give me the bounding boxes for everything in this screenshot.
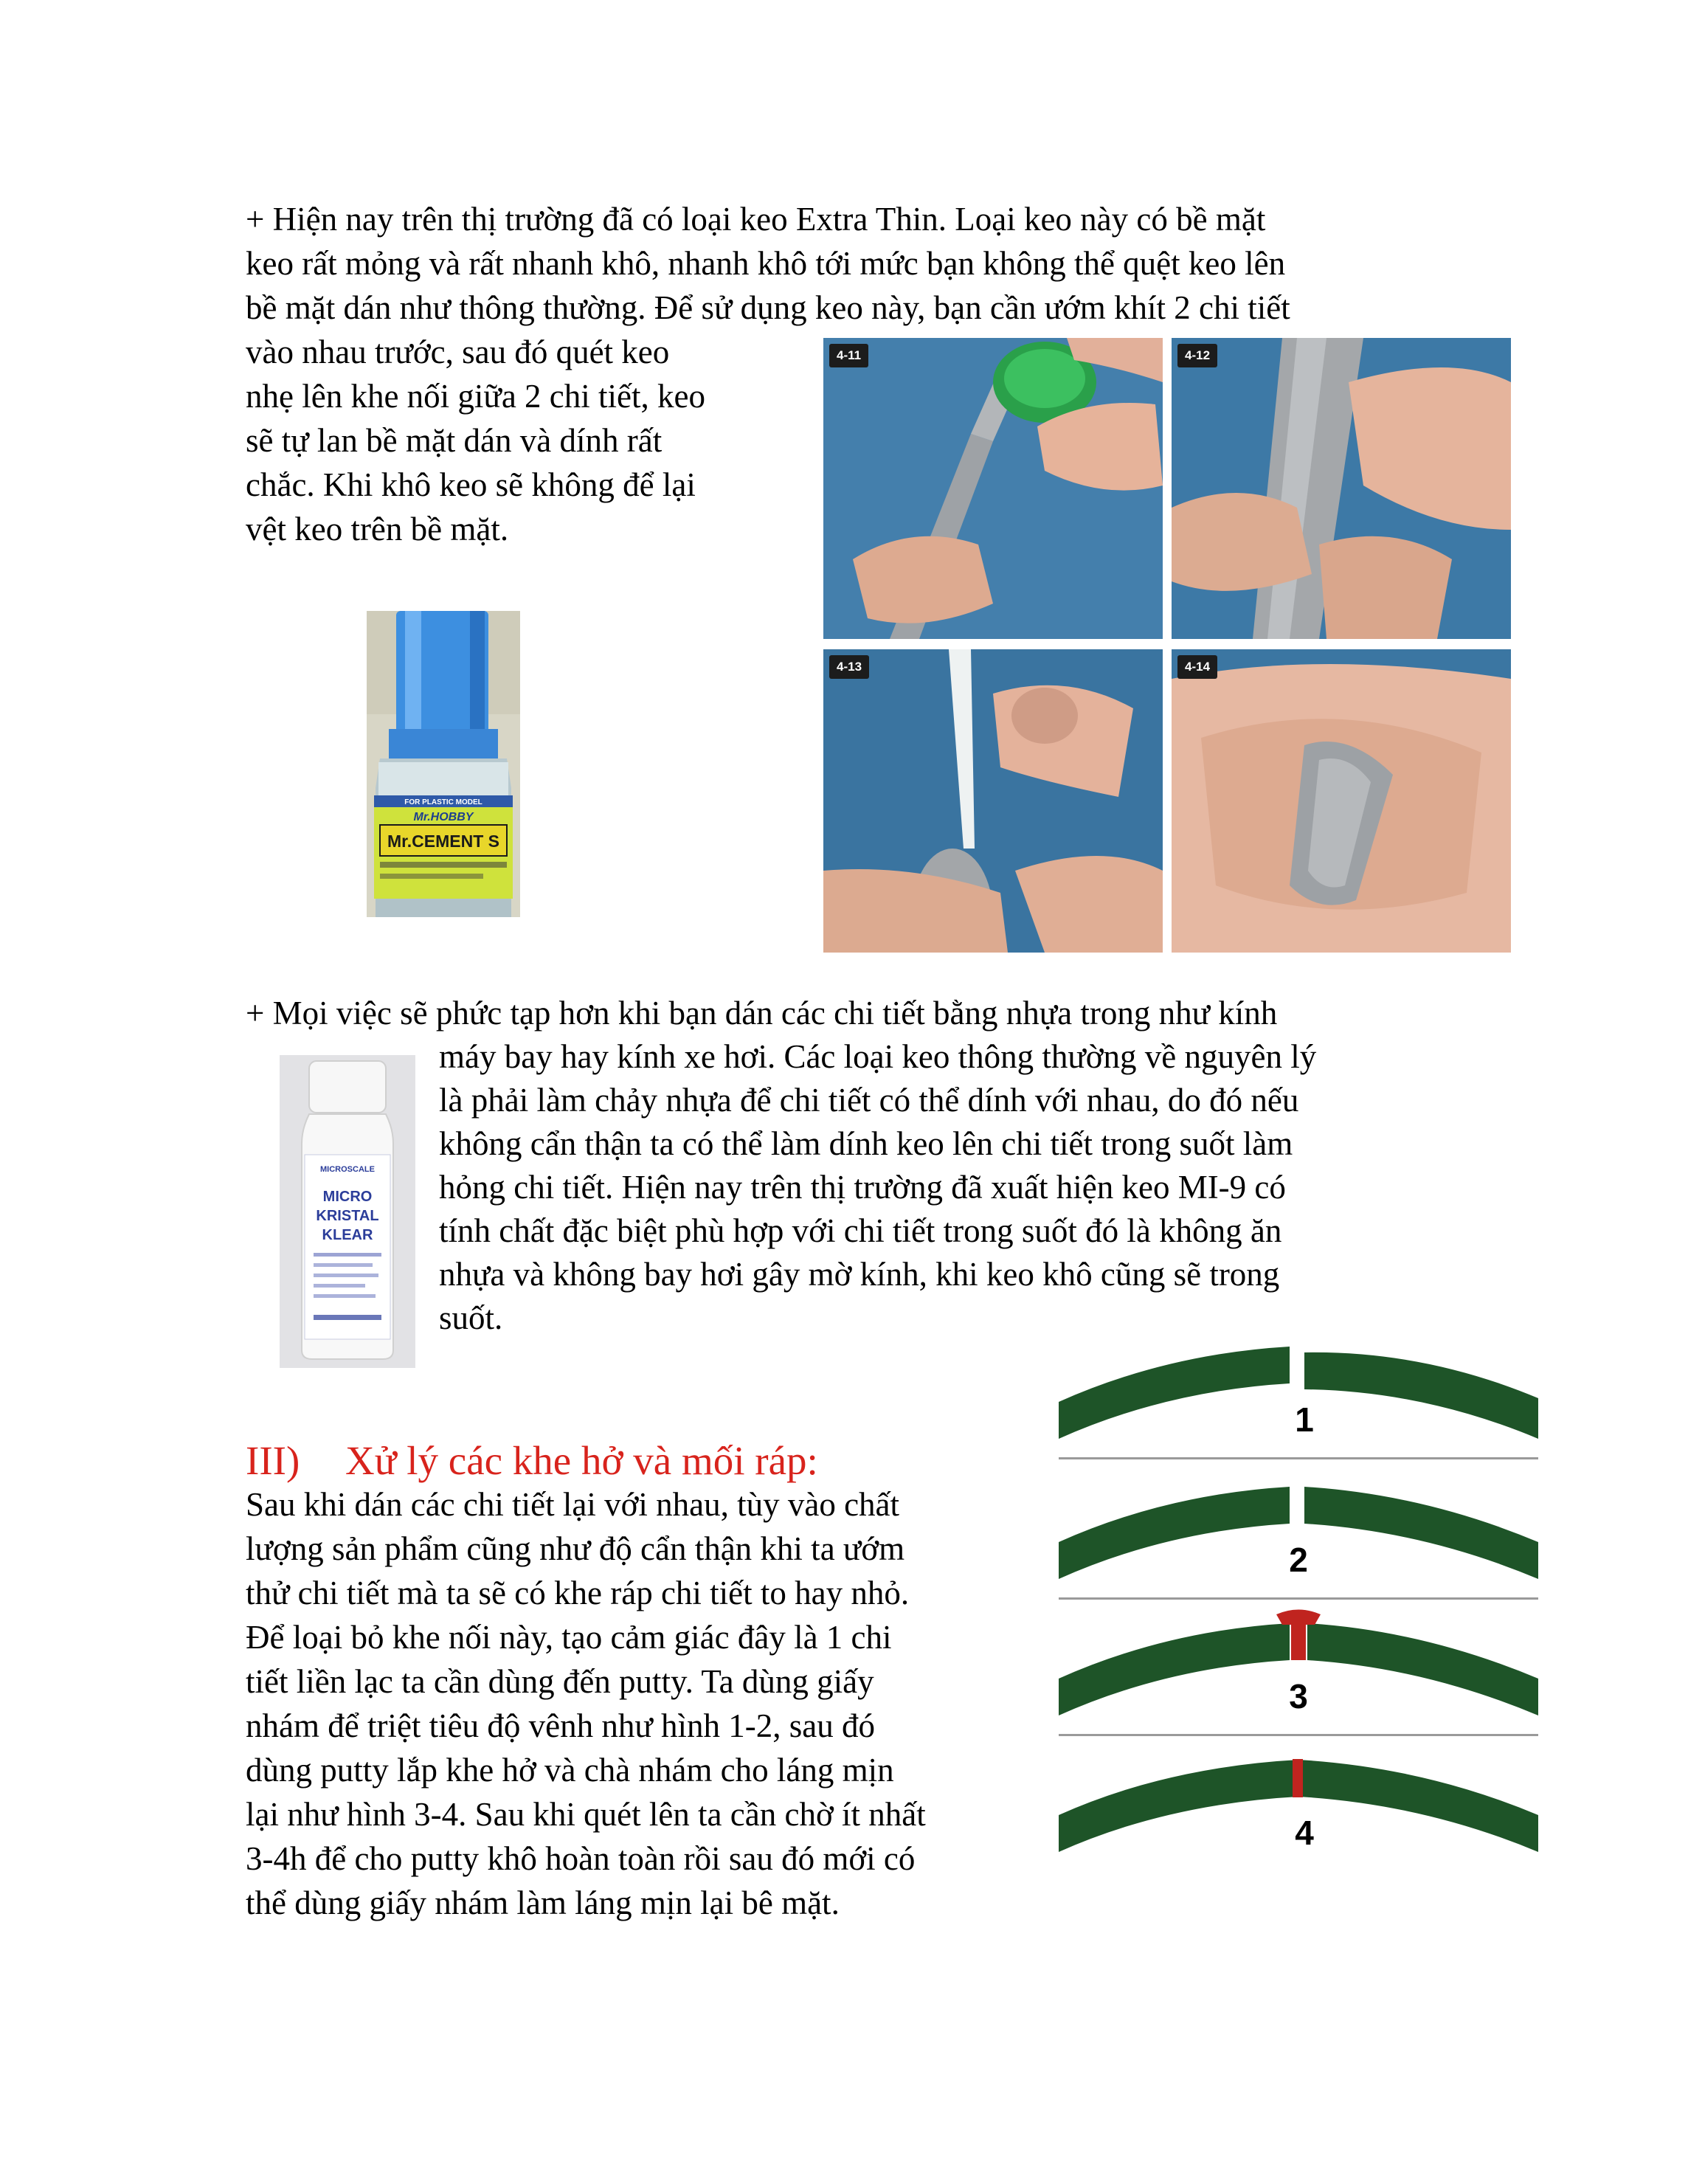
- diagram-label-1: 1: [1295, 1400, 1314, 1439]
- para2-line-2: máy bay hay kính xe hơi. Các loại keo thông thường về nguyên lý: [439, 1038, 1317, 1075]
- diagram-label-3: 3: [1289, 1677, 1308, 1715]
- section-title: Xử lý các khe hở và mối ráp:: [345, 1438, 818, 1483]
- klear-label-top: MICROSCALE: [320, 1165, 375, 1174]
- diagram-step-4: [1059, 1759, 1538, 1852]
- section-line-6: nhám để triệt tiêu độ vênh như hình 1-2, sau đó: [246, 1707, 875, 1744]
- diagram-step-3: [1059, 1610, 1538, 1737]
- photo-frame-4-13: [823, 649, 1163, 953]
- para2-line-4: không cẩn thận ta có thể làm dính keo lên chi tiết trong suốt làm: [439, 1125, 1293, 1162]
- para2-line-7: nhựa và không bay hơi gây mờ kính, khi keo khô cũng sẽ trong: [439, 1256, 1280, 1293]
- section-number: III): [246, 1438, 300, 1483]
- diagram-label-4: 4: [1295, 1814, 1314, 1852]
- section-line-3: thử chi tiết mà ta sẽ có khe ráp chi tiết to hay nhỏ.: [246, 1575, 910, 1611]
- section-line-9: 3-4h để cho putty khô hoàn toàn rồi sau đó mới có: [246, 1840, 916, 1877]
- photo-frame-4-14: [1172, 649, 1511, 953]
- klear-label-line-3: KLEAR: [322, 1227, 373, 1243]
- section-line-7: dùng putty lắp khe hở và chà nhám cho láng mịn: [246, 1752, 894, 1789]
- photo-label-4-13: 4-13: [829, 655, 869, 679]
- diagram-step-2: [1059, 1487, 1538, 1600]
- para2-line-3: là phải làm chảy nhựa để chi tiết có thể dính với nhau, do đó nếu: [439, 1082, 1299, 1119]
- diagram-label-2: 2: [1289, 1541, 1308, 1579]
- para1-line-6: sẽ tự lan bề mặt dán và dính rất: [246, 422, 663, 459]
- para1-line-5: nhẹ lên khe nối giữa 2 chi tiết, keo: [246, 378, 705, 415]
- para1-line-7: chắc. Khi khô keo sẽ không để lại: [246, 466, 696, 503]
- para2-line-8: suốt.: [439, 1299, 503, 1336]
- seam-diagram: [1055, 1328, 1542, 1867]
- diagram-step-1: [1059, 1347, 1538, 1459]
- para1-line-2: keo rất mỏng và rất nhanh khô, nhanh khô tới mức bạn không thể quệt keo lên: [246, 245, 1286, 282]
- putty-filled-seam: [1293, 1759, 1303, 1797]
- section-line-1: Sau khi dán các chi tiết lại với nhau, tùy vào chất: [246, 1486, 900, 1523]
- photo-label-4-12: 4-12: [1177, 344, 1217, 367]
- cement-label-top: FOR PLASTIC MODEL: [404, 798, 482, 806]
- klear-label-line-1: MICRO: [322, 1189, 373, 1205]
- section-line-4: Để loại bỏ khe nối này, tạo cảm giác đây là 1 chi: [246, 1619, 892, 1656]
- section-line-2: lượng sản phẩm cũng như độ cẩn thận khi ta ướm: [246, 1530, 905, 1567]
- photo-frame-4-11: [823, 338, 1163, 639]
- photo-label-4-14: 4-14: [1177, 655, 1217, 679]
- photo-frame-4-12: [1172, 338, 1511, 639]
- section-line-5: tiết liền lạc ta cần dùng đến putty. Ta dùng giấy: [246, 1663, 874, 1700]
- klear-label-line-2: KRISTAL: [316, 1208, 379, 1224]
- para1-line-4: vào nhau trước, sau đó quét keo: [246, 334, 670, 370]
- diagram-divider: [1059, 1597, 1538, 1600]
- cement-label-brand: Mr.HOBBY: [413, 811, 474, 823]
- para1-line-1: + Hiện nay trên thị trường đã có loại keo Extra Thin. Loại keo này có bề mặt: [246, 201, 1266, 238]
- section-heading: [246, 1437, 818, 1485]
- mr-cement-bottle-image: [367, 611, 520, 917]
- para1-line-8: vệt keo trên bề mặt.: [246, 511, 509, 547]
- para2-line-5: hỏng chi tiết. Hiện nay trên thị trường đã xuất hiện keo MI-9 có: [439, 1169, 1286, 1206]
- para2-line-1: + Mọi việc sẽ phức tạp hơn khi bạn dán các chi tiết bằng nhựa trong như kính: [246, 995, 1278, 1031]
- section-line-8: lại như hình 3-4. Sau khi quét lên ta cần chờ ít nhất: [246, 1796, 926, 1833]
- diagram-divider: [1059, 1734, 1538, 1736]
- photo-label-4-11: 4-11: [829, 344, 868, 367]
- kristal-klear-bottle-image: [280, 1055, 415, 1368]
- para2-line-6: tính chất đặc biệt phù hợp với chi tiết trong suốt đó là không ăn: [439, 1212, 1282, 1249]
- cement-label-name: Mr.CEMENT S: [387, 832, 500, 851]
- section-line-10: thể dùng giấy nhám làm láng mịn lại bê mặt.: [246, 1884, 840, 1921]
- para1-line-3: bề mặt dán như thông thường. Để sử dụng keo này, bạn cần ướm khít 2 chi tiết: [246, 289, 1290, 326]
- diagram-divider: [1059, 1457, 1538, 1459]
- photo-grid: [823, 338, 1511, 953]
